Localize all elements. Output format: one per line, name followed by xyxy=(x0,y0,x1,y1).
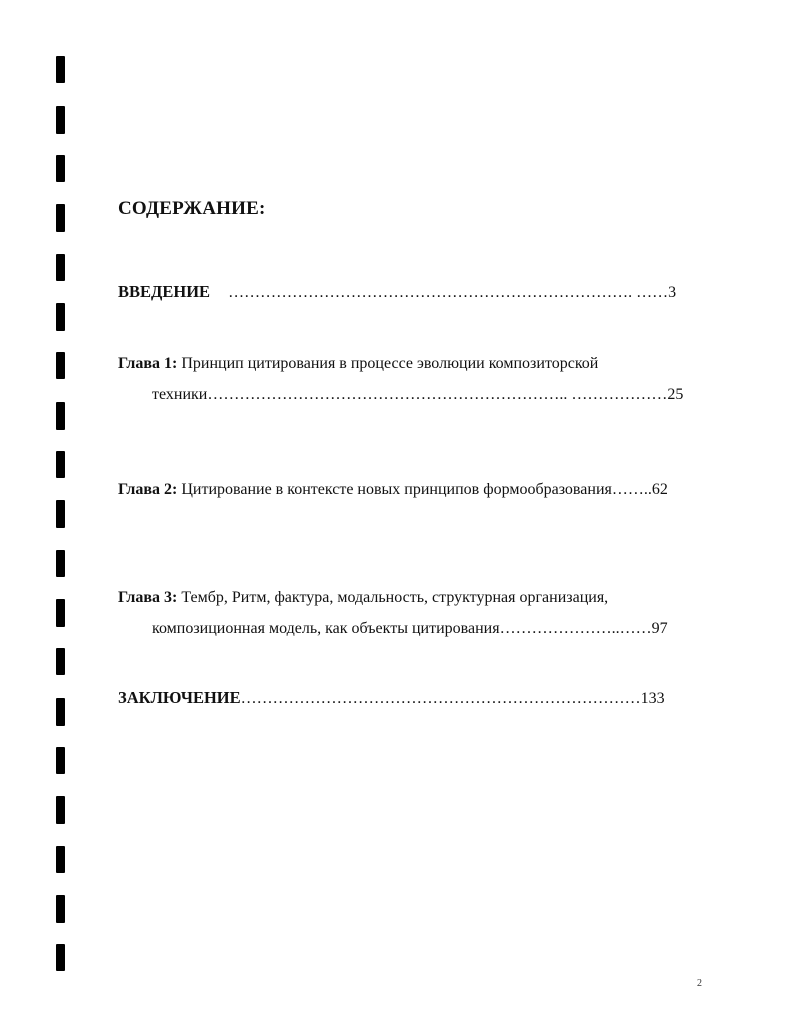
binding-mark xyxy=(56,303,65,331)
corner-page-mark: 2 xyxy=(697,978,702,989)
toc-entry-label: Глава 3: xyxy=(118,589,178,606)
toc-page-number: 133 xyxy=(640,690,665,707)
toc-page-number: 3 xyxy=(668,284,677,301)
binding-mark xyxy=(56,648,65,675)
toc-entry-intro xyxy=(118,282,676,303)
page-title: СОДЕРЖАНИЕ: xyxy=(118,198,266,219)
toc-entry-label: Глава 2: xyxy=(118,481,178,498)
toc-page-number: 62 xyxy=(651,481,668,498)
toc-entry-text: композиционная модель, как объекты цитирования…………………..…… xyxy=(152,620,652,637)
binding-mark xyxy=(56,550,65,577)
binding-mark xyxy=(56,451,65,478)
toc-page-number: 25 xyxy=(667,386,684,403)
toc-entry-chapter2 xyxy=(118,480,668,500)
binding-mark xyxy=(56,500,65,528)
toc-leader-dots: ………………………………………………………………… xyxy=(240,690,641,707)
binding-mark xyxy=(56,944,65,971)
binding-mark xyxy=(56,796,65,824)
binding-mark xyxy=(56,402,65,430)
toc-entry-chapter3-line1 xyxy=(118,588,608,608)
toc-entry-text: Принцип цитирования в процессе эволюции композиторской xyxy=(181,355,599,372)
binding-mark xyxy=(56,747,65,774)
toc-entry-label: ВВЕДЕНИЕ xyxy=(118,282,211,301)
binding-mark xyxy=(56,106,65,134)
binding-mark xyxy=(56,352,65,379)
toc-entry-text: техники………………………………………………………….. ……………… xyxy=(152,386,668,403)
binding-mark xyxy=(56,204,65,232)
toc-entry-conclusion xyxy=(118,688,665,709)
toc-entry-label: ЗАКЛЮЧЕНИЕ xyxy=(118,688,241,707)
toc-entry-chapter3-line2 xyxy=(152,619,668,639)
toc-page-number: 97 xyxy=(651,620,668,637)
toc-leader-dots: …………………………………………………………………. …… xyxy=(228,284,669,301)
binding-mark xyxy=(56,895,65,923)
binding-mark xyxy=(56,698,65,726)
binding-mark xyxy=(56,846,65,873)
binding-mark xyxy=(56,155,65,182)
toc-entry-chapter1-line1 xyxy=(118,354,598,374)
binding-mark xyxy=(56,56,65,83)
toc-entry-text: Цитирование в контексте новых принципов формообразования…….. xyxy=(181,481,652,498)
binding-mark xyxy=(56,254,65,281)
toc-entry-text: Тембр, Ритм, фактура, модальность, структурная организация, xyxy=(181,589,609,606)
binding-marks xyxy=(0,0,80,1025)
binding-mark xyxy=(56,599,65,627)
toc-entry-chapter1-line2 xyxy=(152,385,683,405)
toc-entry-label: Глава 1: xyxy=(118,355,178,372)
